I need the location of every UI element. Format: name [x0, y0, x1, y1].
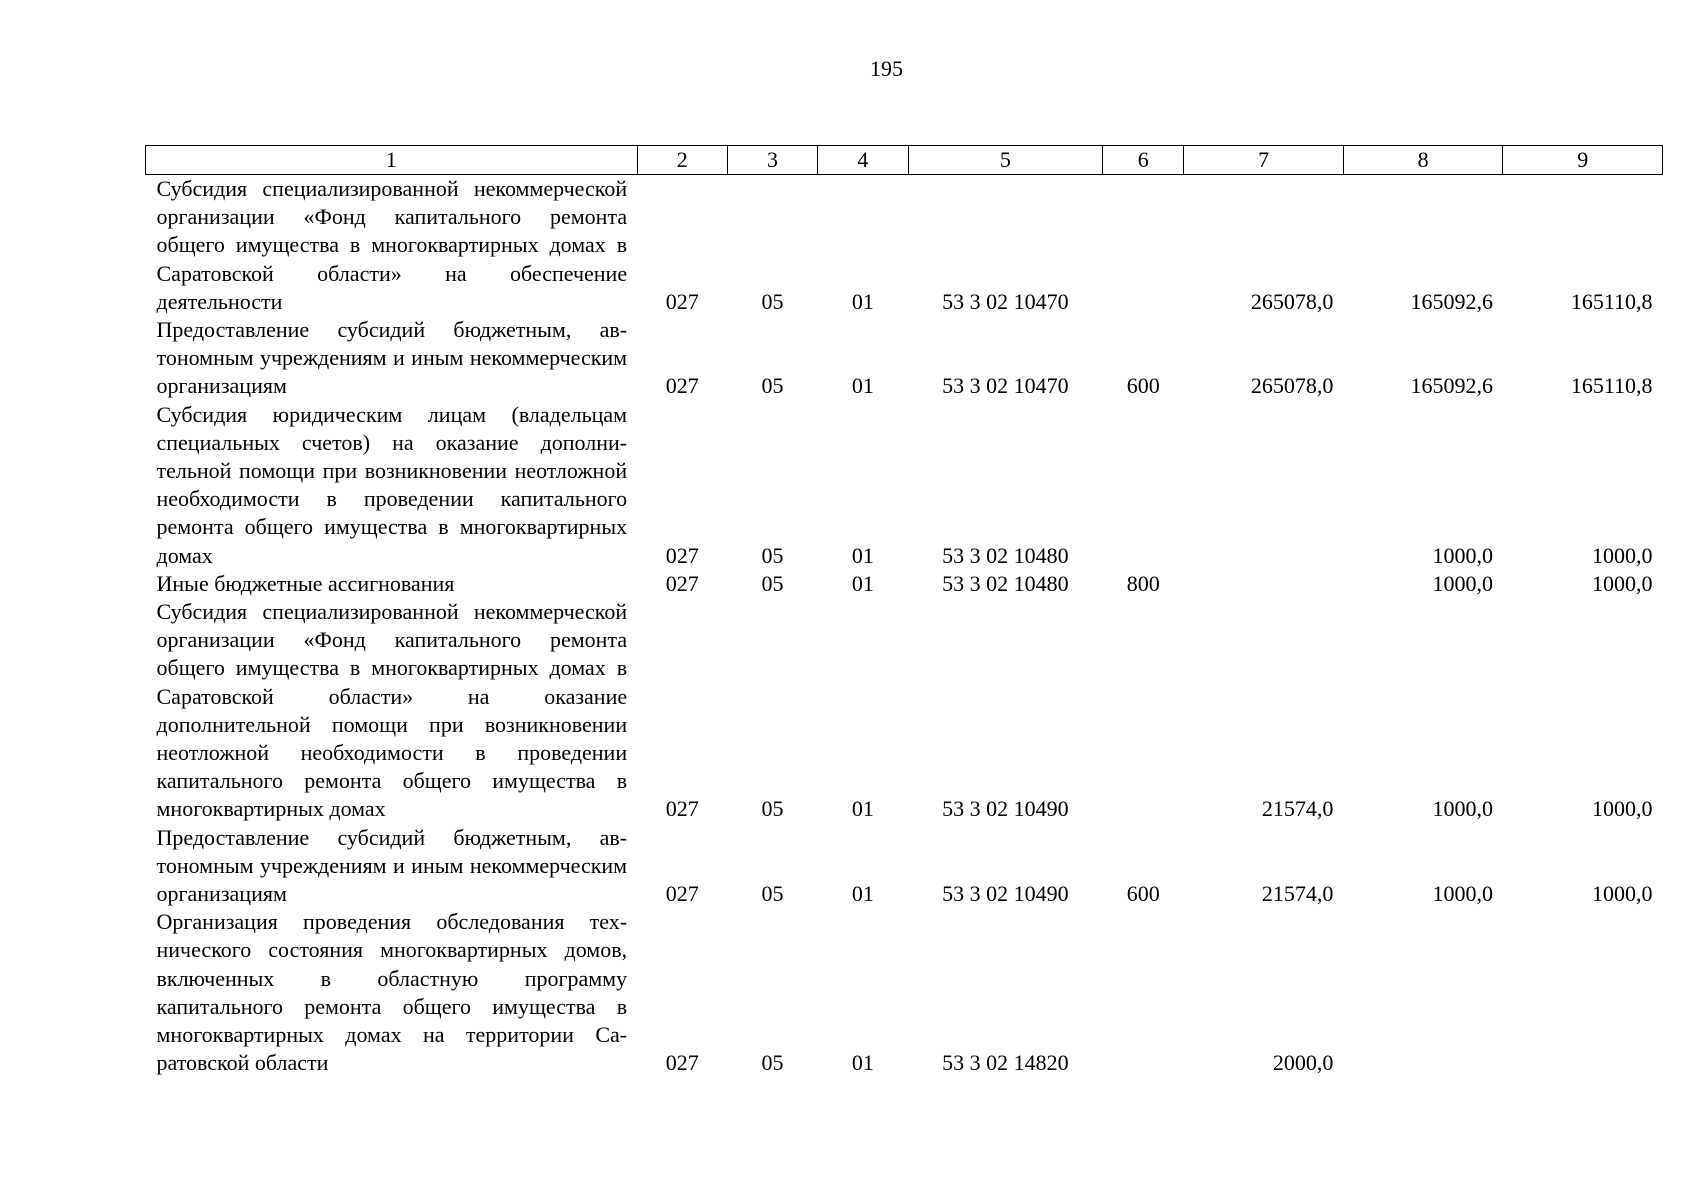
table-row [146, 401, 1663, 570]
table-row [146, 598, 1663, 824]
amount-col8: 1000,0 [1432, 796, 1493, 822]
amount-col8: 165092,6 [1410, 288, 1493, 314]
expense-type-code [1103, 598, 1184, 824]
ministry-code: 027 [665, 881, 699, 907]
column-header: 9 [1503, 146, 1663, 175]
ministry-code: 027 [665, 288, 699, 314]
table-row [146, 824, 1663, 909]
budget-table [145, 145, 1663, 1078]
target-article-code: 53 3 02 10490 [942, 796, 1069, 822]
column-header: 7 [1184, 146, 1344, 175]
target-article-code: 53 3 02 10480 [942, 542, 1069, 568]
amount-col9 [1503, 908, 1663, 1077]
target-article-code: 53 3 02 10470 [942, 373, 1069, 399]
row-description: Предоставление субсидий бюджетным, автономным учреждениям и иным некоммерческим организациям [156, 317, 628, 399]
amount-col9: 165110,8 [1570, 288, 1653, 314]
subsection-code: 01 [851, 570, 874, 596]
ministry-code: 027 [665, 796, 699, 822]
section-code: 05 [761, 373, 784, 399]
amount-col8: 1000,0 [1432, 542, 1493, 568]
amount-col9: 165110,8 [1570, 373, 1653, 399]
subsection-code: 01 [851, 373, 874, 399]
row-description: Субсидия специализированной некоммерческой организации «Фонд капитального ремонта общего имущества в многоквартирных домах в Саратовской области» на обеспечение деятельности [156, 176, 628, 314]
column-header: 5 [908, 146, 1103, 175]
column-header: 8 [1343, 146, 1503, 175]
column-header: 6 [1103, 146, 1184, 175]
target-article-code: 53 3 02 10490 [942, 881, 1069, 907]
amount-col8: 1000,0 [1432, 881, 1493, 907]
table-row [146, 175, 1663, 317]
section-code: 05 [761, 288, 784, 314]
page-number: 195 [870, 56, 903, 81]
target-article-code: 53 3 02 10480 [942, 570, 1069, 596]
amount-col7: 2000,0 [1272, 1050, 1334, 1076]
subsection-code: 01 [851, 542, 874, 568]
table-row [146, 316, 1663, 401]
subsection-code: 01 [851, 796, 874, 822]
expense-type-code [1103, 401, 1184, 570]
section-code: 05 [761, 881, 784, 907]
expense-type-code: 600 [1126, 373, 1160, 399]
section-code: 05 [761, 570, 784, 596]
ministry-code: 027 [665, 373, 699, 399]
expense-type-code [1103, 908, 1184, 1077]
ministry-code: 027 [665, 1050, 699, 1076]
amount-col9: 1000,0 [1592, 542, 1653, 568]
amount-col8: 165092,6 [1410, 373, 1493, 399]
column-header: 4 [818, 146, 908, 175]
ministry-code: 027 [665, 570, 699, 596]
amount-col7: 21574,0 [1261, 796, 1334, 822]
column-header: 3 [727, 146, 817, 175]
amount-col8: 1000,0 [1432, 570, 1493, 596]
amount-col9: 1000,0 [1592, 570, 1653, 596]
expense-type-code [1103, 175, 1184, 317]
section-code: 05 [761, 542, 784, 568]
row-description: Субсидия юридическим лицам (владельцам специальных счетов) на оказание дополнительной помощи при возникновении неотложной необходимости в проведении капитального ремонта общего имущества в многоквартирных домах [156, 401, 628, 568]
amount-col7: 21574,0 [1261, 881, 1334, 907]
column-header: 1 [146, 146, 638, 175]
row-description: Субсидия специализированной некоммерческой организации «Фонд капитального ремонта общего имущества в многоквартирных домах в Саратовской области» на оказание дополнительной помощи при возникновении неотложной необходимости в проведении капитального ремонта общего имущества в многоквартирных домах [156, 599, 628, 822]
expense-type-code: 600 [1126, 881, 1160, 907]
section-code: 05 [761, 796, 784, 822]
expense-type-code: 800 [1126, 570, 1160, 596]
target-article-code: 53 3 02 14820 [942, 1050, 1069, 1076]
amount-col7: 265078,0 [1250, 288, 1334, 314]
amount-col7 [1184, 570, 1344, 598]
amount-col9: 1000,0 [1592, 796, 1653, 822]
amount-col8 [1343, 908, 1503, 1077]
row-description: Организация проведения обследования технического состояния многоквартирных домов, включенных в областную программу капитального ремонта общего имущества в многоквартирных домах на территории Саратовской области [156, 909, 628, 1076]
table-row [146, 908, 1663, 1077]
column-header: 2 [637, 146, 727, 175]
section-code: 05 [761, 1050, 784, 1076]
amount-col7: 265078,0 [1250, 373, 1334, 399]
target-article-code: 53 3 02 10470 [942, 288, 1069, 314]
subsection-code: 01 [851, 881, 874, 907]
amount-col9: 1000,0 [1592, 881, 1653, 907]
table-header-row [146, 146, 1663, 175]
table-row [146, 570, 1663, 598]
subsection-code: 01 [851, 288, 874, 314]
row-description: Предоставление субсидий бюджетным, автономным учреждениям и иным некоммерческим организациям [156, 824, 628, 907]
amount-col7 [1184, 401, 1344, 570]
row-description: Иные бюджетные ассигнования [156, 570, 455, 596]
ministry-code: 027 [665, 542, 699, 568]
subsection-code: 01 [851, 1050, 874, 1076]
